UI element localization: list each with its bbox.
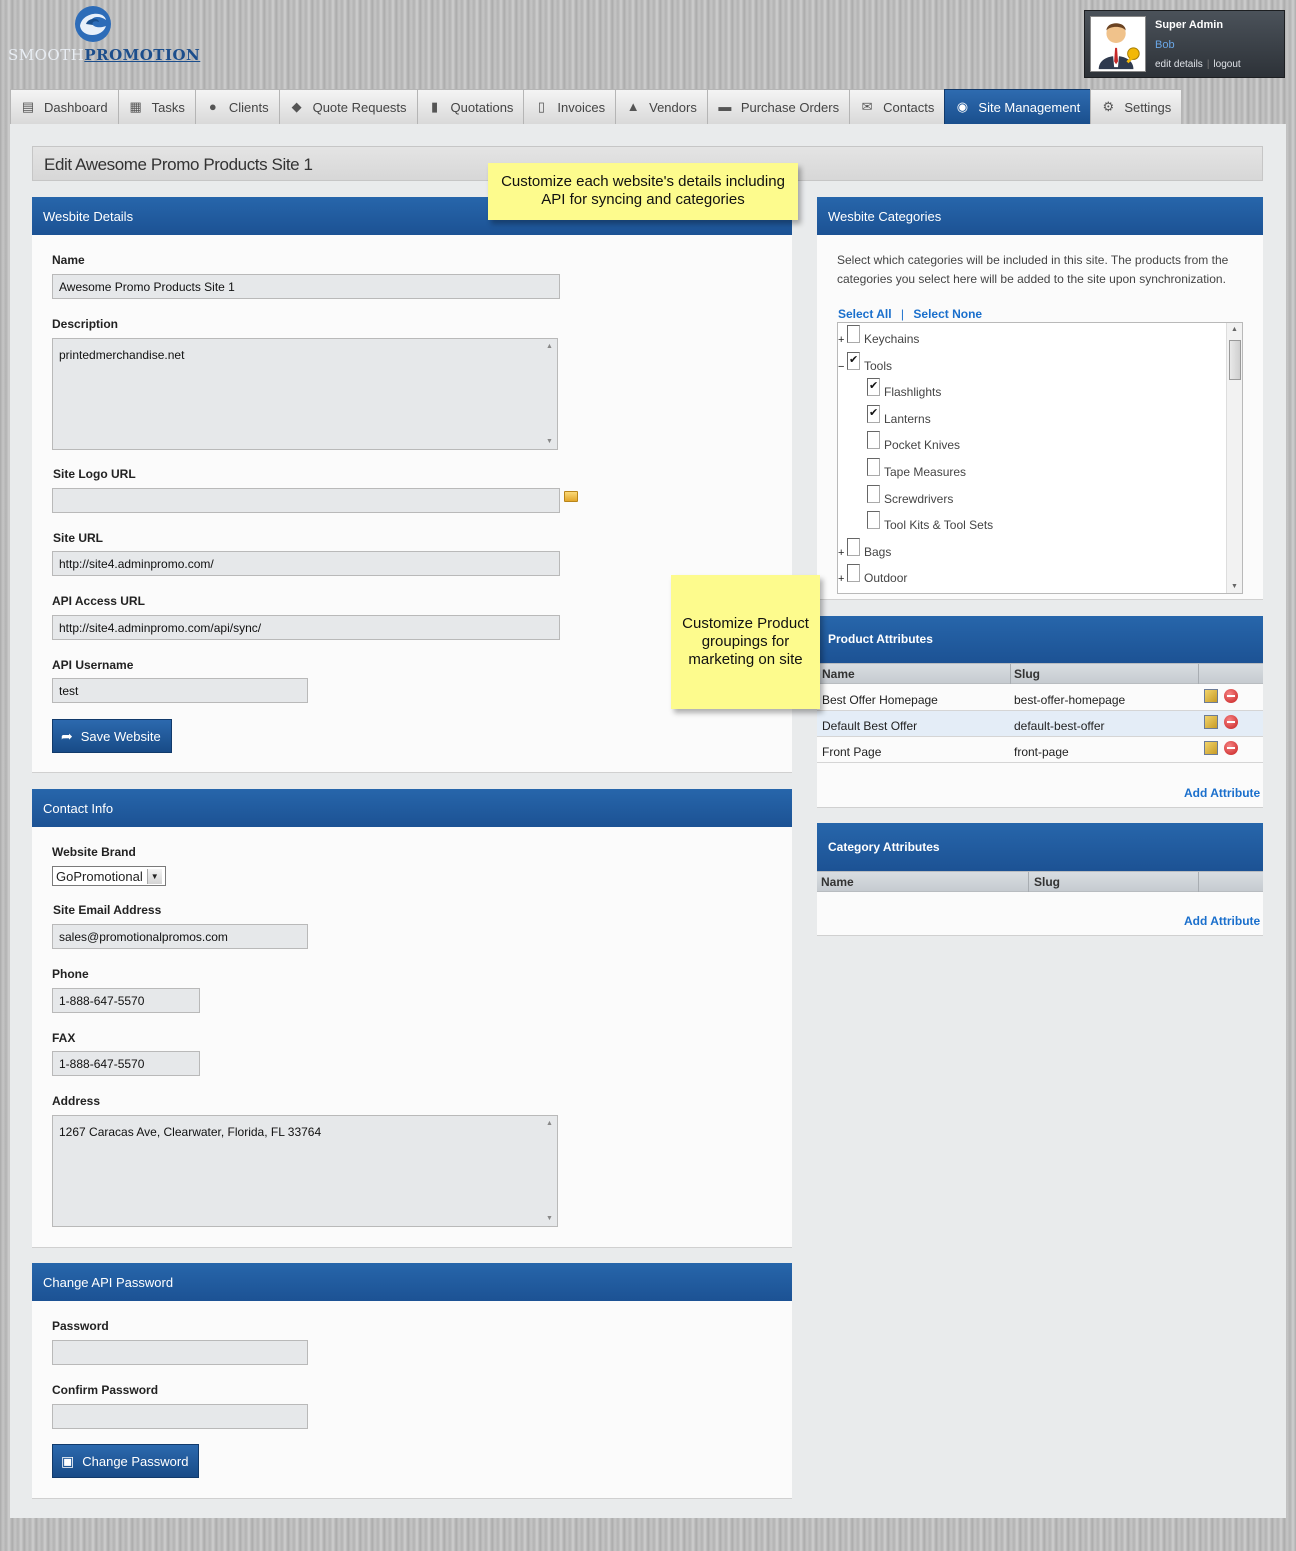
user-avatar-icon (1090, 16, 1146, 72)
column-divider (1010, 664, 1011, 684)
product-attributes-header: Product Attributes (817, 616, 1263, 663)
swirl-logo-icon (68, 4, 118, 44)
tab-settings[interactable]: ⚙ Settings (1090, 89, 1182, 125)
chevron-down-icon: ▼ (147, 869, 162, 884)
confirm-password-input[interactable] (52, 1404, 308, 1429)
collapse-icon[interactable]: − (838, 361, 845, 373)
phone-label: Phone (52, 967, 89, 981)
fax-input[interactable]: 1-888-647-5570 (52, 1051, 200, 1076)
website-brand-label: Website Brand (52, 845, 136, 859)
category-tree-item[interactable] (867, 486, 953, 506)
category-label: Screwdrivers (884, 492, 954, 506)
expand-icon[interactable]: + (838, 573, 845, 585)
categories-intro-text: Select which categories will be included in this site. The products from the categories you select here will be added to the site upon synchronization. (837, 253, 1229, 286)
table-row (817, 711, 1263, 737)
sticky-note-attributes: Customize Product groupings for marketing on site (671, 575, 820, 709)
change-password-button[interactable]: ▣ Change Password (52, 1444, 199, 1478)
scroll-thumb[interactable] (1229, 340, 1241, 380)
user-panel (1084, 10, 1285, 78)
user-icon: ● (208, 99, 217, 114)
textarea-scrollbar[interactable]: ▲ ▼ (546, 1120, 553, 1222)
column-divider (1198, 664, 1199, 684)
delete-icon[interactable] (1224, 715, 1238, 729)
user-name-link[interactable]: Bob (1155, 39, 1175, 51)
select-links (838, 307, 982, 321)
tab-invoices[interactable]: ▯ Invoices (523, 89, 615, 125)
category-label: Keychains (864, 332, 920, 346)
tab-quote-requests[interactable]: ◆ Quote Requests (279, 89, 417, 125)
attribute-slug: front-page (1014, 745, 1069, 759)
category-tree-item[interactable] (838, 326, 919, 346)
category-checkbox[interactable] (867, 485, 880, 503)
col-slug-header: Slug (1034, 875, 1060, 889)
category-checkbox[interactable] (847, 325, 860, 343)
category-checkbox[interactable] (847, 538, 860, 556)
tab-vendors[interactable]: ▲ Vendors (615, 89, 707, 125)
address-textarea[interactable] (52, 1115, 558, 1227)
tab-dashboard[interactable]: ▤ Dashboard (10, 89, 118, 125)
api-username-label: API Username (52, 658, 134, 672)
scroll-down-arrow-icon[interactable]: ▼ (1231, 583, 1238, 590)
api-url-input[interactable]: http://site4.adminpromo.com/api/sync/ (52, 615, 560, 640)
category-label: Flashlights (884, 385, 942, 399)
site-logo-input[interactable] (52, 488, 560, 513)
category-tree-item[interactable] (867, 512, 993, 532)
scroll-up-arrow-icon[interactable]: ▲ (1231, 326, 1238, 333)
category-checkbox[interactable] (847, 564, 860, 582)
speech-bubble-icon: ▮ (430, 99, 439, 114)
col-slug-header: Slug (1014, 667, 1040, 681)
attribute-name: Default Best Offer (822, 719, 918, 733)
edit-icon[interactable] (1204, 689, 1218, 703)
laptop-icon: ▤ (21, 99, 35, 114)
site-email-input[interactable]: sales@promotionalpromos.com (52, 924, 308, 949)
category-label: Tool Kits & Tool Sets (884, 518, 994, 532)
tab-quotations[interactable]: ▮ Quotations (417, 89, 524, 125)
name-input[interactable]: Awesome Promo Products Site 1 (52, 274, 560, 299)
tab-tasks[interactable]: ▦ Tasks (118, 89, 195, 125)
category-tree (837, 322, 1243, 594)
category-checkbox[interactable] (867, 405, 880, 423)
page-title: Edit Awesome Promo Products Site 1 (44, 155, 313, 174)
address-value: 1267 Caracas Ave, Clearwater, Florida, FL 33764 (59, 1125, 322, 1139)
add-category-attribute-link[interactable]: Add Attribute (1184, 914, 1261, 928)
tab-site-management[interactable]: ◉ Site Management (944, 89, 1090, 125)
envelope-icon: ✉ (861, 99, 873, 114)
category-tree-item[interactable] (867, 432, 960, 452)
address-label: Address (52, 1094, 101, 1108)
category-attributes-table-header (817, 871, 1263, 892)
edit-details-link[interactable]: edit details (1155, 59, 1203, 70)
expand-icon[interactable]: + (838, 334, 845, 346)
change-api-password-header: Change API Password (32, 1263, 792, 1301)
logo[interactable] (8, 4, 201, 66)
category-label: Outdoor (864, 571, 908, 585)
category-tree-item[interactable] (867, 379, 941, 399)
confirm-password-label: Confirm Password (52, 1383, 159, 1397)
category-label: Lanterns (884, 412, 931, 426)
password-label: Password (52, 1319, 109, 1333)
phone-input[interactable]: 1-888-647-5570 (52, 988, 200, 1013)
table-row (817, 737, 1263, 763)
category-checkbox[interactable] (867, 458, 880, 476)
truck-icon: ▬ (718, 99, 732, 114)
category-tree-item[interactable] (838, 565, 907, 585)
logo-text: SMOOTHPROMOTION (8, 46, 201, 64)
tags-icon: ◆ (291, 99, 302, 114)
category-tree-item[interactable] (867, 459, 966, 479)
calendar-icon: ▦ (129, 99, 142, 114)
user-links (1155, 59, 1241, 70)
attribute-name: Front Page (822, 745, 882, 759)
description-value: printedmerchandise.net (59, 348, 185, 362)
contact-info-header: Contact Info (32, 789, 792, 827)
table-row (817, 685, 1263, 711)
globe-icon: ◉ (956, 99, 969, 114)
product-attributes-table-header (817, 663, 1263, 684)
tab-purchase-orders[interactable]: ▬ Purchase Orders (707, 89, 849, 125)
document-icon: ▯ (537, 99, 545, 114)
column-divider (1028, 872, 1029, 892)
name-label: Name (52, 253, 85, 267)
select-none-link[interactable]: Select None (913, 307, 983, 321)
site-email-label: Site Email Address (53, 903, 162, 917)
link-separator: | (1206, 59, 1210, 70)
site-url-input[interactable]: http://site4.adminpromo.com/ (52, 551, 560, 576)
description-textarea[interactable] (52, 338, 558, 450)
delete-icon[interactable] (1224, 741, 1238, 755)
logout-link[interactable]: logout (1213, 59, 1241, 70)
category-checkbox[interactable] (867, 378, 880, 396)
category-label: Tools (864, 359, 893, 373)
textarea-scrollbar[interactable]: ▲ ▼ (546, 343, 553, 445)
api-url-label: API Access URL (52, 594, 145, 608)
description-label: Description (52, 317, 119, 331)
category-checkbox[interactable] (847, 352, 860, 370)
category-checkbox[interactable] (867, 431, 880, 449)
fax-label: FAX (52, 1031, 76, 1045)
edit-icon[interactable] (1204, 741, 1218, 755)
category-tree-item[interactable] (838, 353, 892, 373)
edit-icon[interactable] (1204, 715, 1218, 729)
website-categories-header: Wesbite Categories (817, 197, 1263, 235)
col-name-header: Name (822, 667, 855, 681)
tab-clients[interactable]: ● Clients (195, 89, 279, 125)
category-label: Pocket Knives (884, 438, 961, 452)
attribute-slug: default-best-offer (1014, 719, 1105, 733)
share-arrow-icon: ➦ (61, 727, 73, 744)
password-input[interactable] (52, 1340, 308, 1365)
category-tree-item[interactable] (838, 539, 891, 559)
col-name-header: Name (821, 875, 854, 889)
attribute-slug: best-offer-homepage (1014, 693, 1126, 707)
sticky-note-details: Customize each website's details including API for syncing and categories (488, 163, 798, 220)
main-nav (10, 89, 1182, 125)
select-all-link[interactable]: Select All (838, 307, 892, 321)
site-logo-label: Site Logo URL (53, 467, 136, 481)
user-role: Super Admin (1155, 19, 1224, 31)
column-divider (1198, 872, 1199, 892)
category-label: Tape Measures (884, 465, 967, 479)
select-links-divider: | (900, 307, 905, 321)
factory-icon: ▲ (626, 99, 640, 114)
lock-icon: ▣ (61, 1452, 75, 1469)
category-label: Bags (864, 545, 892, 559)
tree-scrollbar[interactable] (1226, 323, 1242, 593)
attribute-name: Best Offer Homepage (822, 693, 938, 707)
website-details-header: Wesbite Details (32, 197, 792, 235)
gear-icon: ⚙ (1102, 99, 1115, 114)
expand-icon[interactable]: + (838, 547, 845, 559)
api-username-input[interactable]: test (52, 678, 308, 703)
add-product-attribute-link[interactable]: Add Attribute (1184, 786, 1261, 800)
save-website-button[interactable]: ➦ Save Website (52, 719, 172, 753)
category-attributes-header: Category Attributes (817, 823, 1263, 871)
delete-icon[interactable] (1224, 689, 1238, 703)
category-tree-item[interactable] (867, 406, 931, 426)
website-brand-select[interactable]: GoPromotional ▼ (52, 866, 166, 886)
site-url-label: Site URL (53, 531, 104, 545)
category-checkbox[interactable] (867, 511, 880, 529)
folder-icon[interactable] (564, 491, 578, 502)
tab-contacts[interactable]: ✉ Contacts (849, 89, 944, 125)
